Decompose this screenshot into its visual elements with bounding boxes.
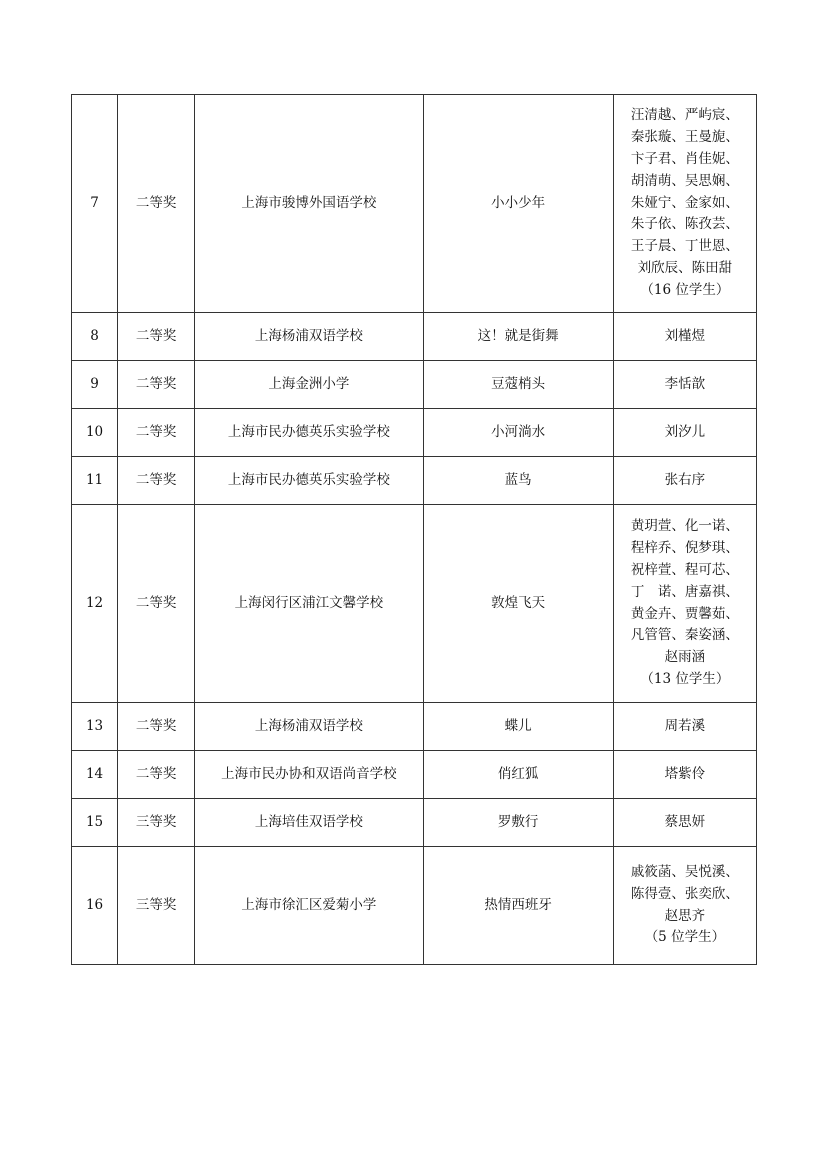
award-level: 二等奖: [118, 505, 195, 703]
row-number: 10: [72, 409, 118, 457]
work-title: 豆蔻梢头: [423, 361, 613, 409]
school-name: 上海金洲小学: [195, 361, 423, 409]
work-title: 这！就是街舞: [423, 313, 613, 361]
award-level: 二等奖: [118, 361, 195, 409]
work-title: 蓝鸟: [423, 457, 613, 505]
work-title: 敦煌飞天: [423, 505, 613, 703]
student-line: 塔紫伶: [664, 765, 706, 782]
student-line: 胡清萌、吴思娴、: [630, 172, 739, 189]
student-line: 秦张璇、王曼旎、: [630, 129, 739, 146]
row-number: 11: [72, 457, 118, 505]
students-cell: [613, 505, 756, 703]
table-row: [72, 505, 757, 703]
student-line: 汪清越、严屿宸、: [630, 107, 739, 124]
student-line: 戚筱菡、吴悦溪、: [630, 863, 739, 880]
students-cell: [613, 457, 756, 505]
students-cell: [613, 751, 756, 799]
students-cell: [613, 847, 756, 965]
student-line: 刘欣辰、陈田甜: [637, 259, 733, 276]
student-line: 程梓乔、倪梦琪、: [630, 540, 739, 557]
school-name: 上海杨浦双语学校: [195, 313, 423, 361]
school-name: 上海市骏博外国语学校: [195, 95, 423, 313]
students-cell: [613, 95, 756, 313]
students-cell: [613, 799, 756, 847]
student-line: 黄金卉、贾馨茹、: [630, 605, 739, 622]
student-count: （5 位学生）: [644, 929, 726, 946]
row-number: 8: [72, 313, 118, 361]
students-cell: [613, 313, 756, 361]
student-line: 朱娅宁、金家如、: [630, 194, 739, 211]
table-row: [72, 703, 757, 751]
student-line: 王子晨、丁世恩、: [630, 238, 739, 255]
table-row: [72, 409, 757, 457]
student-line: 卞子君、肖佳妮、: [630, 151, 739, 167]
student-count: （13 位学生）: [640, 670, 730, 687]
row-number: 16: [72, 847, 118, 965]
award-level: 二等奖: [118, 457, 195, 505]
table-row: [72, 847, 757, 965]
student-line: 凡管管、秦姿涵、: [630, 627, 739, 644]
table-row: [72, 457, 757, 505]
award-level: 二等奖: [118, 313, 195, 361]
student-line: 赵思齐: [664, 907, 706, 924]
table-body: [72, 95, 757, 965]
student-line: 周若溪: [664, 717, 706, 734]
award-level: 二等奖: [118, 95, 195, 313]
award-level: 三等奖: [118, 799, 195, 847]
table-row: [72, 313, 757, 361]
work-title: 小河淌水: [423, 409, 613, 457]
student-line: 李恬歆: [664, 375, 706, 392]
award-level: 二等奖: [118, 409, 195, 457]
row-number: 9: [72, 361, 118, 409]
student-line: 蔡思妍: [664, 813, 706, 830]
students-cell: [613, 703, 756, 751]
table-row: [72, 361, 757, 409]
row-number: 13: [72, 703, 118, 751]
row-number: 15: [72, 799, 118, 847]
student-line: 朱子依、陈孜芸、: [630, 216, 739, 233]
school-name: 上海市民办协和双语尚音学校: [195, 751, 423, 799]
student-line: 刘汐儿: [664, 423, 706, 440]
work-title: 热情西班牙: [423, 847, 613, 965]
students-cell: [613, 361, 756, 409]
work-title: 俏红狐: [423, 751, 613, 799]
row-number: 12: [72, 505, 118, 703]
student-line: 黄玥萱、化一诺、: [630, 518, 739, 535]
student-line: 赵雨涵: [664, 649, 706, 666]
student-line: 刘槿煜: [664, 327, 706, 344]
student-line: 丁 诺、唐嘉祺、: [630, 583, 739, 600]
table-row: [72, 95, 757, 313]
school-name: 上海市民办德英乐实验学校: [195, 457, 423, 505]
school-name: 上海闵行区浦江文馨学校: [195, 505, 423, 703]
row-number: 7: [72, 95, 118, 313]
students-cell: [613, 409, 756, 457]
student-line: 张右序: [664, 471, 706, 488]
work-title: 小小少年: [423, 95, 613, 313]
row-number: 14: [72, 751, 118, 799]
student-line: 祝梓萱、程可芯、: [630, 561, 739, 578]
award-results-table: [71, 94, 757, 965]
work-title: 罗敷行: [423, 799, 613, 847]
school-name: 上海培佳双语学校: [195, 799, 423, 847]
award-level: 三等奖: [118, 847, 195, 965]
school-name: 上海市徐汇区爱菊小学: [195, 847, 423, 965]
student-line: 陈得壹、张奕欣、: [630, 885, 739, 902]
award-level: 二等奖: [118, 703, 195, 751]
school-name: 上海市民办德英乐实验学校: [195, 409, 423, 457]
table-row: [72, 799, 757, 847]
table-row: [72, 751, 757, 799]
school-name: 上海杨浦双语学校: [195, 703, 423, 751]
student-count: （16 位学生）: [640, 281, 730, 298]
work-title: 蝶儿: [423, 703, 613, 751]
award-level: 二等奖: [118, 751, 195, 799]
